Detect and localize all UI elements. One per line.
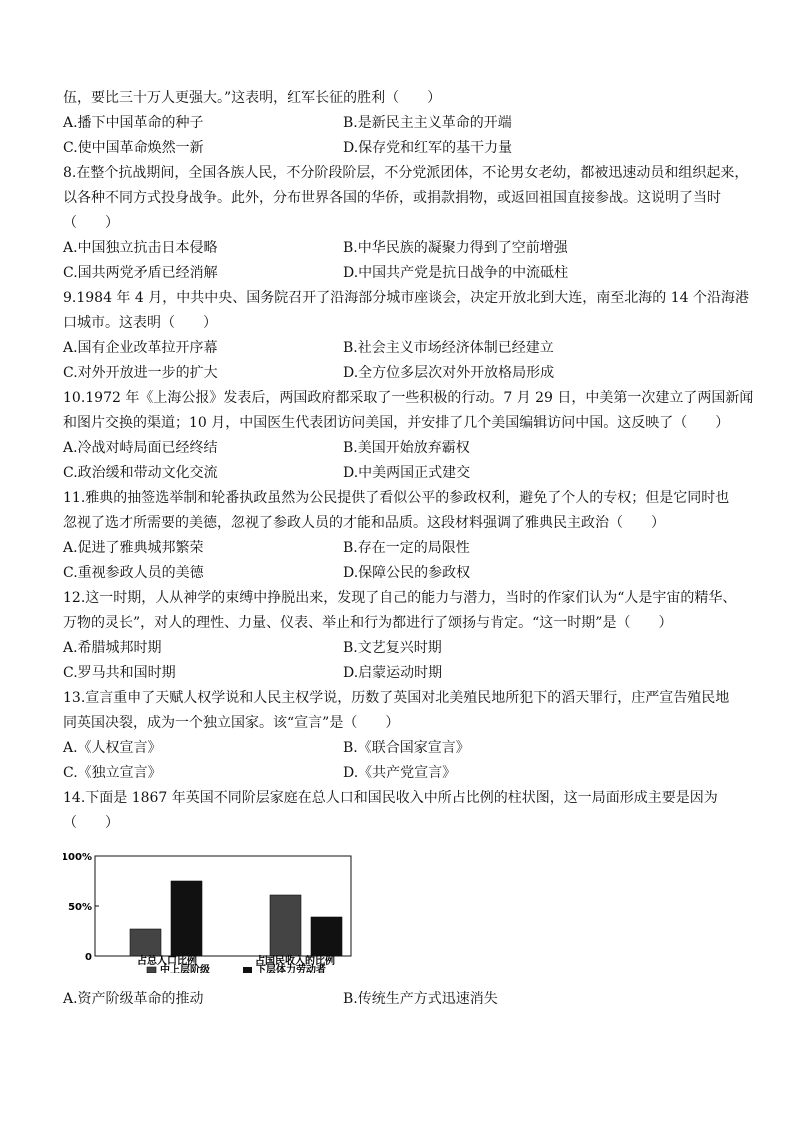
- option-row: [63, 436, 743, 461]
- option-b[interactable]: B.社会主义市场经济体制已经建立: [343, 340, 554, 356]
- option-c[interactable]: C.对外开放进一步的扩大: [63, 365, 218, 381]
- question-stem: 忽视了选才所需要的美德，忽视了参政人员的才能和品质。这段材料强调了雅典民主政治（ ）: [63, 515, 665, 531]
- option-row: [63, 987, 743, 1012]
- option-row: [63, 661, 743, 686]
- bar-chart-svg: [63, 848, 363, 973]
- bar-lower-laborers-population: [171, 881, 202, 956]
- option-row: [63, 536, 743, 561]
- option-a[interactable]: A.《人权宣言》: [63, 740, 162, 756]
- question-stem: 12.这一时期，人从神学的束缚中挣脱出来，发现了自己的能力与潜力，当时的作家们认为“人是宇宙的精华、: [63, 590, 737, 606]
- option-d[interactable]: D.保障公民的参政权: [343, 565, 471, 581]
- option-b[interactable]: B.《联合国家宣言》: [343, 740, 470, 756]
- option-row: [63, 136, 743, 161]
- x-tick-label: 占总人口比例: [137, 956, 197, 967]
- question-14: [63, 786, 743, 1012]
- bar-upper-middle-class-population: [130, 929, 161, 956]
- option-c[interactable]: C.政治缓和带动文化交流: [63, 465, 218, 481]
- question-stem: 和图片交换的渠道；10 月，中国医生代表团访问美国，并安排了几个美国编辑访问中国。这反映了（ ）: [63, 415, 730, 431]
- option-row: [63, 336, 743, 361]
- bar-lower-laborers-income: [311, 917, 342, 956]
- option-d[interactable]: D.启蒙运动时期: [343, 665, 443, 681]
- option-row: [63, 636, 743, 661]
- option-row: [63, 561, 743, 586]
- question-stem: 10.1972 年《上海公报》发表后，两国政府都采取了一些积极的行动。7 月 29 日，中美第一次建立了两国新闻: [63, 390, 754, 406]
- question-stem: 口城市。这表明（ ）: [63, 315, 217, 331]
- question-stem: 以各种不同方式投身战争。此外，分布世界各国的华侨，或捐款捐物，或返回祖国直接参战。这说明了当时: [63, 190, 721, 206]
- exam-page: [63, 86, 754, 1012]
- option-row: [63, 111, 743, 136]
- option-b[interactable]: B.存在一定的局限性: [343, 540, 470, 556]
- option-d[interactable]: D.中美两国正式建交: [343, 465, 471, 481]
- option-a[interactable]: A.希腊城邦时期: [63, 640, 162, 656]
- question-13: [63, 686, 743, 786]
- option-row: [63, 236, 743, 261]
- legend-swatch: [243, 967, 252, 973]
- question-9: [63, 286, 749, 386]
- option-d[interactable]: D.保存党和红军的基干力量: [343, 140, 513, 156]
- legend-swatch: [147, 967, 156, 973]
- option-b[interactable]: B.传统生产方式迅速消失: [343, 991, 498, 1007]
- option-a[interactable]: A.促进了雅典城邦繁荣: [63, 540, 204, 556]
- legend-label: 下层体力劳动者: [256, 965, 326, 973]
- question-7: [63, 86, 743, 161]
- option-d[interactable]: D.中国共产党是抗日战争的中流砥柱: [343, 265, 569, 281]
- question-12: [63, 586, 743, 686]
- y-tick-label: 50%: [68, 902, 92, 913]
- option-c[interactable]: C.国共两党矛盾已经消解: [63, 265, 218, 281]
- question-stem: 11.雅典的抽签选举制和轮番执政虽然为公民提供了看似公平的参政权利，避免了个人的专权；但是它同时也: [63, 490, 730, 506]
- option-row: [63, 461, 743, 486]
- answer-blank: （ ）: [63, 215, 119, 231]
- bar-chart: [63, 848, 363, 973]
- option-a[interactable]: A.国有企业改革拉开序幕: [63, 340, 218, 356]
- question-stem: 万物的灵长”，对人的理性、力量、仪表、举止和行为都进行了颂扬与肯定。“这一时期”是（ ）: [63, 615, 673, 631]
- answer-blank: （ ）: [63, 815, 119, 831]
- option-a[interactable]: A.冷战对峙局面已经终结: [63, 440, 218, 456]
- option-c[interactable]: C.使中国革命焕然一新: [63, 140, 204, 156]
- option-c[interactable]: C.《独立宣言》: [63, 765, 162, 781]
- option-row: [63, 361, 743, 386]
- question-stem: 14.下面是 1867 年英国不同阶层家庭在总人口和国民收入中所占比例的柱状图，这一局面形成主要是因为: [63, 790, 718, 806]
- x-tick-label: 占国民收入的比例: [255, 956, 335, 967]
- option-a[interactable]: A.中国独立抗击日本侵略: [63, 240, 218, 256]
- question-11: [63, 486, 743, 586]
- option-d[interactable]: D.《共产党宣言》: [343, 765, 457, 781]
- option-a[interactable]: A.播下中国革命的种子: [63, 115, 204, 131]
- option-row: [63, 736, 743, 761]
- question-stem: 8.在整个抗战期间，全国各族人民，不分阶段阶层，不分党派团体，不论男女老幼，都被迅速动员和组织起来，: [63, 165, 749, 181]
- y-tick-label: 0: [85, 952, 92, 963]
- legend-label: 中上层阶级: [160, 965, 210, 973]
- option-b[interactable]: B.美国开始放弃霸权: [343, 440, 470, 456]
- option-c[interactable]: C.罗马共和国时期: [63, 665, 176, 681]
- question-8: [63, 161, 749, 286]
- question-stem: 13.宣言重申了天赋人权学说和人民主权学说，历数了英国对北美殖民地所犯下的滔天罪行，庄严宣告殖民地: [63, 690, 730, 706]
- option-c[interactable]: C.重视参政人员的美德: [63, 565, 204, 581]
- question-10: [63, 386, 754, 486]
- option-row: [63, 261, 743, 286]
- question-stem: 同英国决裂，成为一个独立国家。该“宣言”是（ ）: [63, 715, 400, 731]
- option-b[interactable]: B.文艺复兴时期: [343, 640, 442, 656]
- bar-upper-middle-class-income: [270, 895, 301, 956]
- question-stem: 伍，要比三十万人更强大。”这表明，红军长征的胜利（ ）: [63, 90, 442, 106]
- option-b[interactable]: B.是新民主主义革命的开端: [343, 115, 512, 131]
- option-row: [63, 761, 743, 786]
- option-b[interactable]: B.中华民族的凝聚力得到了空前增强: [343, 240, 568, 256]
- question-stem: 9.1984 年 4 月，中共中央、国务院召开了沿海部分城市座谈会，决定开放北到大连，南至北海的 14 个沿海港: [63, 290, 749, 306]
- option-d[interactable]: D.全方位多层次对外开放格局形成: [343, 365, 555, 381]
- y-tick-label: 100%: [63, 852, 92, 863]
- option-a[interactable]: A.资产阶级革命的推动: [63, 991, 204, 1007]
